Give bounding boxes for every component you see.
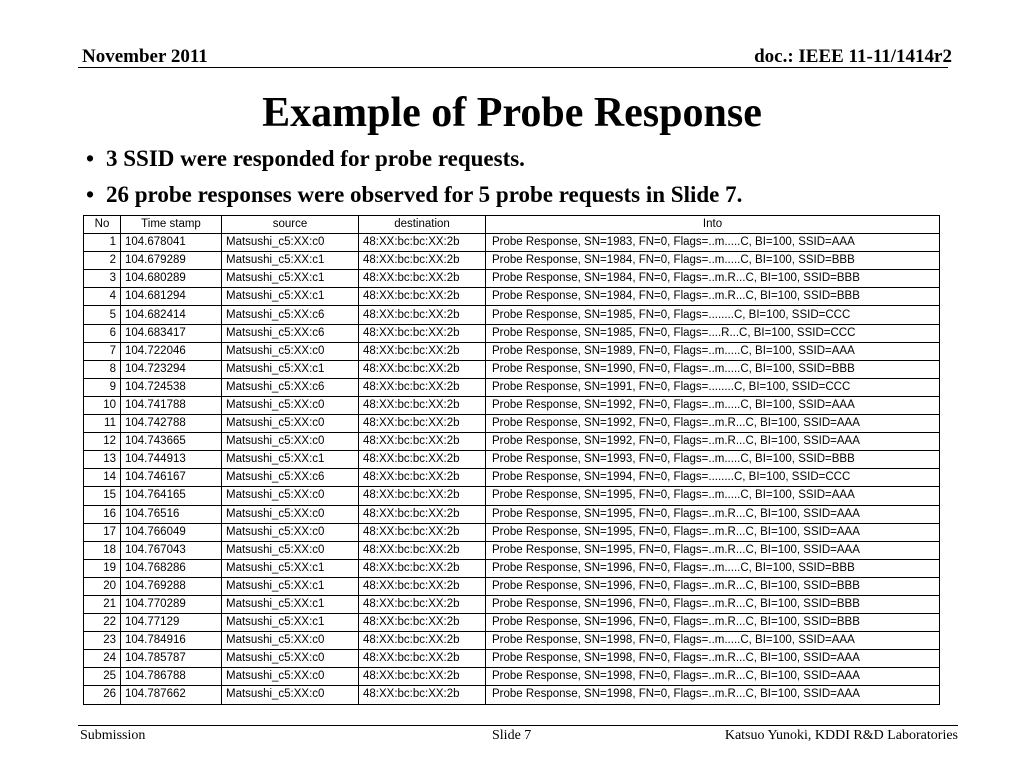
cell-time-stamp: 104.743665 bbox=[121, 433, 222, 451]
cell-info: Probe Response, SN=1992, FN=0, Flags=..m.R...C, BI=100, SSID=AAA bbox=[486, 433, 940, 451]
cell-no: 20 bbox=[84, 577, 121, 595]
cell-destination: 48:XX:bc:bc:XX:2b bbox=[359, 378, 486, 396]
cell-source: Matsushi_c5:XX:c6 bbox=[222, 469, 359, 487]
table-row bbox=[84, 451, 940, 469]
cell-no: 3 bbox=[84, 270, 121, 288]
bullet-text: 3 SSID were responded for probe requests. bbox=[106, 146, 525, 171]
cell-no: 17 bbox=[84, 523, 121, 541]
cell-destination: 48:XX:bc:bc:XX:2b bbox=[359, 541, 486, 559]
cell-no: 2 bbox=[84, 252, 121, 270]
cell-info: Probe Response, SN=1989, FN=0, Flags=..m.....C, BI=100, SSID=AAA bbox=[486, 342, 940, 360]
cell-time-stamp: 104.723294 bbox=[121, 360, 222, 378]
cell-source: Matsushi_c5:XX:c0 bbox=[222, 686, 359, 704]
cell-info: Probe Response, SN=1996, FN=0, Flags=..m.R...C, BI=100, SSID=BBB bbox=[486, 595, 940, 613]
column-header-no: No bbox=[84, 216, 121, 234]
cell-source: Matsushi_c5:XX:c0 bbox=[222, 523, 359, 541]
cell-info: Probe Response, SN=1984, FN=0, Flags=..m.....C, BI=100, SSID=BBB bbox=[486, 252, 940, 270]
cell-no: 10 bbox=[84, 396, 121, 414]
table-row bbox=[84, 396, 940, 414]
cell-info: Probe Response, SN=1992, FN=0, Flags=..m.....C, BI=100, SSID=AAA bbox=[486, 396, 940, 414]
table-row bbox=[84, 288, 940, 306]
cell-no: 25 bbox=[84, 668, 121, 686]
table-row bbox=[84, 415, 940, 433]
table-row bbox=[84, 577, 940, 595]
table-row bbox=[84, 632, 940, 650]
cell-time-stamp: 104.742788 bbox=[121, 415, 222, 433]
cell-destination: 48:XX:bc:bc:XX:2b bbox=[359, 415, 486, 433]
cell-destination: 48:XX:bc:bc:XX:2b bbox=[359, 451, 486, 469]
cell-no: 26 bbox=[84, 686, 121, 704]
slide-title: Example of Probe Response bbox=[262, 90, 762, 136]
cell-info: Probe Response, SN=1996, FN=0, Flags=..m.R...C, BI=100, SSID=BBB bbox=[486, 614, 940, 632]
cell-no: 14 bbox=[84, 469, 121, 487]
column-header-source: source bbox=[222, 216, 359, 234]
cell-info: Probe Response, SN=1984, FN=0, Flags=..m.R...C, BI=100, SSID=BBB bbox=[486, 270, 940, 288]
cell-info: Probe Response, SN=1985, FN=0, Flags=........C, BI=100, SSID=CCC bbox=[486, 306, 940, 324]
cell-time-stamp: 104.681294 bbox=[121, 288, 222, 306]
cell-time-stamp: 104.744913 bbox=[121, 451, 222, 469]
cell-source: Matsushi_c5:XX:c0 bbox=[222, 541, 359, 559]
bullet-item bbox=[86, 142, 742, 178]
cell-source: Matsushi_c5:XX:c0 bbox=[222, 668, 359, 686]
cell-info: Probe Response, SN=1993, FN=0, Flags=..m.....C, BI=100, SSID=BBB bbox=[486, 451, 940, 469]
cell-destination: 48:XX:bc:bc:XX:2b bbox=[359, 686, 486, 704]
cell-no: 8 bbox=[84, 360, 121, 378]
cell-time-stamp: 104.682414 bbox=[121, 306, 222, 324]
table-row bbox=[84, 469, 940, 487]
cell-time-stamp: 104.766049 bbox=[121, 523, 222, 541]
table-row bbox=[84, 505, 940, 523]
cell-destination: 48:XX:bc:bc:XX:2b bbox=[359, 306, 486, 324]
cell-source: Matsushi_c5:XX:c0 bbox=[222, 632, 359, 650]
cell-no: 12 bbox=[84, 433, 121, 451]
cell-source: Matsushi_c5:XX:c0 bbox=[222, 396, 359, 414]
cell-info: Probe Response, SN=1985, FN=0, Flags=....R...C, BI=100, SSID=CCC bbox=[486, 324, 940, 342]
bullet-list bbox=[86, 142, 742, 214]
cell-time-stamp: 104.746167 bbox=[121, 469, 222, 487]
cell-no: 16 bbox=[84, 505, 121, 523]
cell-destination: 48:XX:bc:bc:XX:2b bbox=[359, 270, 486, 288]
cell-no: 9 bbox=[84, 378, 121, 396]
cell-info: Probe Response, SN=1995, FN=0, Flags=..m.R...C, BI=100, SSID=AAA bbox=[486, 505, 940, 523]
cell-destination: 48:XX:bc:bc:XX:2b bbox=[359, 252, 486, 270]
table-row bbox=[84, 541, 940, 559]
cell-source: Matsushi_c5:XX:c1 bbox=[222, 559, 359, 577]
table-row bbox=[84, 686, 940, 704]
cell-destination: 48:XX:bc:bc:XX:2b bbox=[359, 433, 486, 451]
cell-time-stamp: 104.768286 bbox=[121, 559, 222, 577]
cell-time-stamp: 104.683417 bbox=[121, 324, 222, 342]
column-header-info: Into bbox=[486, 216, 940, 234]
footer-submission: Submission bbox=[80, 728, 146, 743]
table-row bbox=[84, 614, 940, 632]
column-header-time-stamp: Time stamp bbox=[121, 216, 222, 234]
cell-source: Matsushi_c5:XX:c0 bbox=[222, 433, 359, 451]
table-row bbox=[84, 523, 940, 541]
cell-source: Matsushi_c5:XX:c1 bbox=[222, 270, 359, 288]
bullet-dot-icon: • bbox=[86, 182, 95, 207]
table-row bbox=[84, 378, 940, 396]
cell-destination: 48:XX:bc:bc:XX:2b bbox=[359, 342, 486, 360]
cell-destination: 48:XX:bc:bc:XX:2b bbox=[359, 650, 486, 668]
table-row bbox=[84, 234, 940, 252]
cell-source: Matsushi_c5:XX:c6 bbox=[222, 306, 359, 324]
table-row bbox=[84, 595, 940, 613]
cell-info: Probe Response, SN=1995, FN=0, Flags=..m.....C, BI=100, SSID=AAA bbox=[486, 487, 940, 505]
cell-info: Probe Response, SN=1998, FN=0, Flags=..m.....C, BI=100, SSID=AAA bbox=[486, 632, 940, 650]
cell-destination: 48:XX:bc:bc:XX:2b bbox=[359, 632, 486, 650]
cell-source: Matsushi_c5:XX:c1 bbox=[222, 614, 359, 632]
table-row bbox=[84, 433, 940, 451]
cell-info: Probe Response, SN=1991, FN=0, Flags=........C, BI=100, SSID=CCC bbox=[486, 378, 940, 396]
cell-time-stamp: 104.764165 bbox=[121, 487, 222, 505]
table-body bbox=[84, 234, 940, 704]
bullet-item bbox=[86, 178, 742, 214]
cell-no: 24 bbox=[84, 650, 121, 668]
cell-time-stamp: 104.679289 bbox=[121, 252, 222, 270]
bullet-text: 26 probe responses were observed for 5 probe requests in Slide 7. bbox=[106, 182, 743, 207]
cell-destination: 48:XX:bc:bc:XX:2b bbox=[359, 396, 486, 414]
cell-time-stamp: 104.786788 bbox=[121, 668, 222, 686]
table-row bbox=[84, 270, 940, 288]
header-divider bbox=[78, 67, 948, 68]
probe-response-table bbox=[83, 215, 940, 705]
cell-time-stamp: 104.784916 bbox=[121, 632, 222, 650]
cell-info: Probe Response, SN=1995, FN=0, Flags=..m.R...C, BI=100, SSID=AAA bbox=[486, 523, 940, 541]
cell-no: 1 bbox=[84, 234, 121, 252]
cell-no: 11 bbox=[84, 415, 121, 433]
header-doc-id: doc.: IEEE 11-11/1414r2 bbox=[754, 46, 952, 67]
table-row bbox=[84, 360, 940, 378]
bullet-dot-icon: • bbox=[86, 146, 95, 171]
cell-source: Matsushi_c5:XX:c0 bbox=[222, 650, 359, 668]
cell-time-stamp: 104.741788 bbox=[121, 396, 222, 414]
cell-time-stamp: 104.722046 bbox=[121, 342, 222, 360]
cell-info: Probe Response, SN=1998, FN=0, Flags=..m.R...C, BI=100, SSID=AAA bbox=[486, 650, 940, 668]
cell-destination: 48:XX:bc:bc:XX:2b bbox=[359, 360, 486, 378]
cell-no: 6 bbox=[84, 324, 121, 342]
cell-info: Probe Response, SN=1998, FN=0, Flags=..m.R...C, BI=100, SSID=AAA bbox=[486, 686, 940, 704]
cell-info: Probe Response, SN=1994, FN=0, Flags=........C, BI=100, SSID=CCC bbox=[486, 469, 940, 487]
cell-no: 23 bbox=[84, 632, 121, 650]
footer-author: Katsuo Yunoki, KDDI R&D Laboratories bbox=[724, 728, 958, 743]
cell-info: Probe Response, SN=1995, FN=0, Flags=..m.R...C, BI=100, SSID=AAA bbox=[486, 541, 940, 559]
cell-source: Matsushi_c5:XX:c1 bbox=[222, 595, 359, 613]
cell-source: Matsushi_c5:XX:c6 bbox=[222, 378, 359, 396]
column-header-destination: destination bbox=[359, 216, 486, 234]
cell-info: Probe Response, SN=1996, FN=0, Flags=..m.R...C, BI=100, SSID=BBB bbox=[486, 577, 940, 595]
table-row bbox=[84, 559, 940, 577]
cell-no: 7 bbox=[84, 342, 121, 360]
cell-no: 18 bbox=[84, 541, 121, 559]
cell-source: Matsushi_c5:XX:c6 bbox=[222, 324, 359, 342]
cell-source: Matsushi_c5:XX:c1 bbox=[222, 288, 359, 306]
cell-source: Matsushi_c5:XX:c1 bbox=[222, 577, 359, 595]
cell-no: 4 bbox=[84, 288, 121, 306]
table-row bbox=[84, 650, 940, 668]
table-row bbox=[84, 306, 940, 324]
cell-time-stamp: 104.724538 bbox=[121, 378, 222, 396]
cell-no: 15 bbox=[84, 487, 121, 505]
footer-divider bbox=[78, 725, 958, 726]
cell-source: Matsushi_c5:XX:c0 bbox=[222, 505, 359, 523]
cell-info: Probe Response, SN=1990, FN=0, Flags=..m.....C, BI=100, SSID=BBB bbox=[486, 360, 940, 378]
cell-no: 13 bbox=[84, 451, 121, 469]
cell-destination: 48:XX:bc:bc:XX:2b bbox=[359, 487, 486, 505]
cell-no: 22 bbox=[84, 614, 121, 632]
cell-destination: 48:XX:bc:bc:XX:2b bbox=[359, 595, 486, 613]
cell-info: Probe Response, SN=1996, FN=0, Flags=..m.....C, BI=100, SSID=BBB bbox=[486, 559, 940, 577]
cell-time-stamp: 104.680289 bbox=[121, 270, 222, 288]
cell-time-stamp: 104.785787 bbox=[121, 650, 222, 668]
cell-time-stamp: 104.76516 bbox=[121, 505, 222, 523]
cell-destination: 48:XX:bc:bc:XX:2b bbox=[359, 523, 486, 541]
cell-destination: 48:XX:bc:bc:XX:2b bbox=[359, 559, 486, 577]
table-row bbox=[84, 342, 940, 360]
cell-source: Matsushi_c5:XX:c0 bbox=[222, 342, 359, 360]
cell-time-stamp: 104.769288 bbox=[121, 577, 222, 595]
header-date: November 2011 bbox=[82, 46, 208, 67]
cell-destination: 48:XX:bc:bc:XX:2b bbox=[359, 505, 486, 523]
cell-no: 19 bbox=[84, 559, 121, 577]
cell-source: Matsushi_c5:XX:c1 bbox=[222, 252, 359, 270]
cell-time-stamp: 104.770289 bbox=[121, 595, 222, 613]
cell-source: Matsushi_c5:XX:c0 bbox=[222, 487, 359, 505]
cell-info: Probe Response, SN=1984, FN=0, Flags=..m.R...C, BI=100, SSID=BBB bbox=[486, 288, 940, 306]
cell-destination: 48:XX:bc:bc:XX:2b bbox=[359, 577, 486, 595]
cell-info: Probe Response, SN=1998, FN=0, Flags=..m.R...C, BI=100, SSID=AAA bbox=[486, 668, 940, 686]
cell-source: Matsushi_c5:XX:c1 bbox=[222, 360, 359, 378]
cell-time-stamp: 104.77129 bbox=[121, 614, 222, 632]
cell-source: Matsushi_c5:XX:c0 bbox=[222, 415, 359, 433]
cell-destination: 48:XX:bc:bc:XX:2b bbox=[359, 324, 486, 342]
cell-info: Probe Response, SN=1992, FN=0, Flags=..m.R...C, BI=100, SSID=AAA bbox=[486, 415, 940, 433]
cell-source: Matsushi_c5:XX:c0 bbox=[222, 234, 359, 252]
cell-source: Matsushi_c5:XX:c1 bbox=[222, 451, 359, 469]
table-row bbox=[84, 487, 940, 505]
cell-no: 21 bbox=[84, 595, 121, 613]
table-row bbox=[84, 668, 940, 686]
cell-destination: 48:XX:bc:bc:XX:2b bbox=[359, 469, 486, 487]
table-header-row bbox=[84, 216, 940, 234]
table-row bbox=[84, 252, 940, 270]
cell-info: Probe Response, SN=1983, FN=0, Flags=..m.....C, BI=100, SSID=AAA bbox=[486, 234, 940, 252]
footer-slide-number: Slide 7 bbox=[492, 728, 532, 743]
cell-time-stamp: 104.767043 bbox=[121, 541, 222, 559]
cell-time-stamp: 104.787662 bbox=[121, 686, 222, 704]
cell-destination: 48:XX:bc:bc:XX:2b bbox=[359, 614, 486, 632]
cell-destination: 48:XX:bc:bc:XX:2b bbox=[359, 668, 486, 686]
cell-no: 5 bbox=[84, 306, 121, 324]
cell-time-stamp: 104.678041 bbox=[121, 234, 222, 252]
cell-destination: 48:XX:bc:bc:XX:2b bbox=[359, 234, 486, 252]
table-row bbox=[84, 324, 940, 342]
cell-destination: 48:XX:bc:bc:XX:2b bbox=[359, 288, 486, 306]
